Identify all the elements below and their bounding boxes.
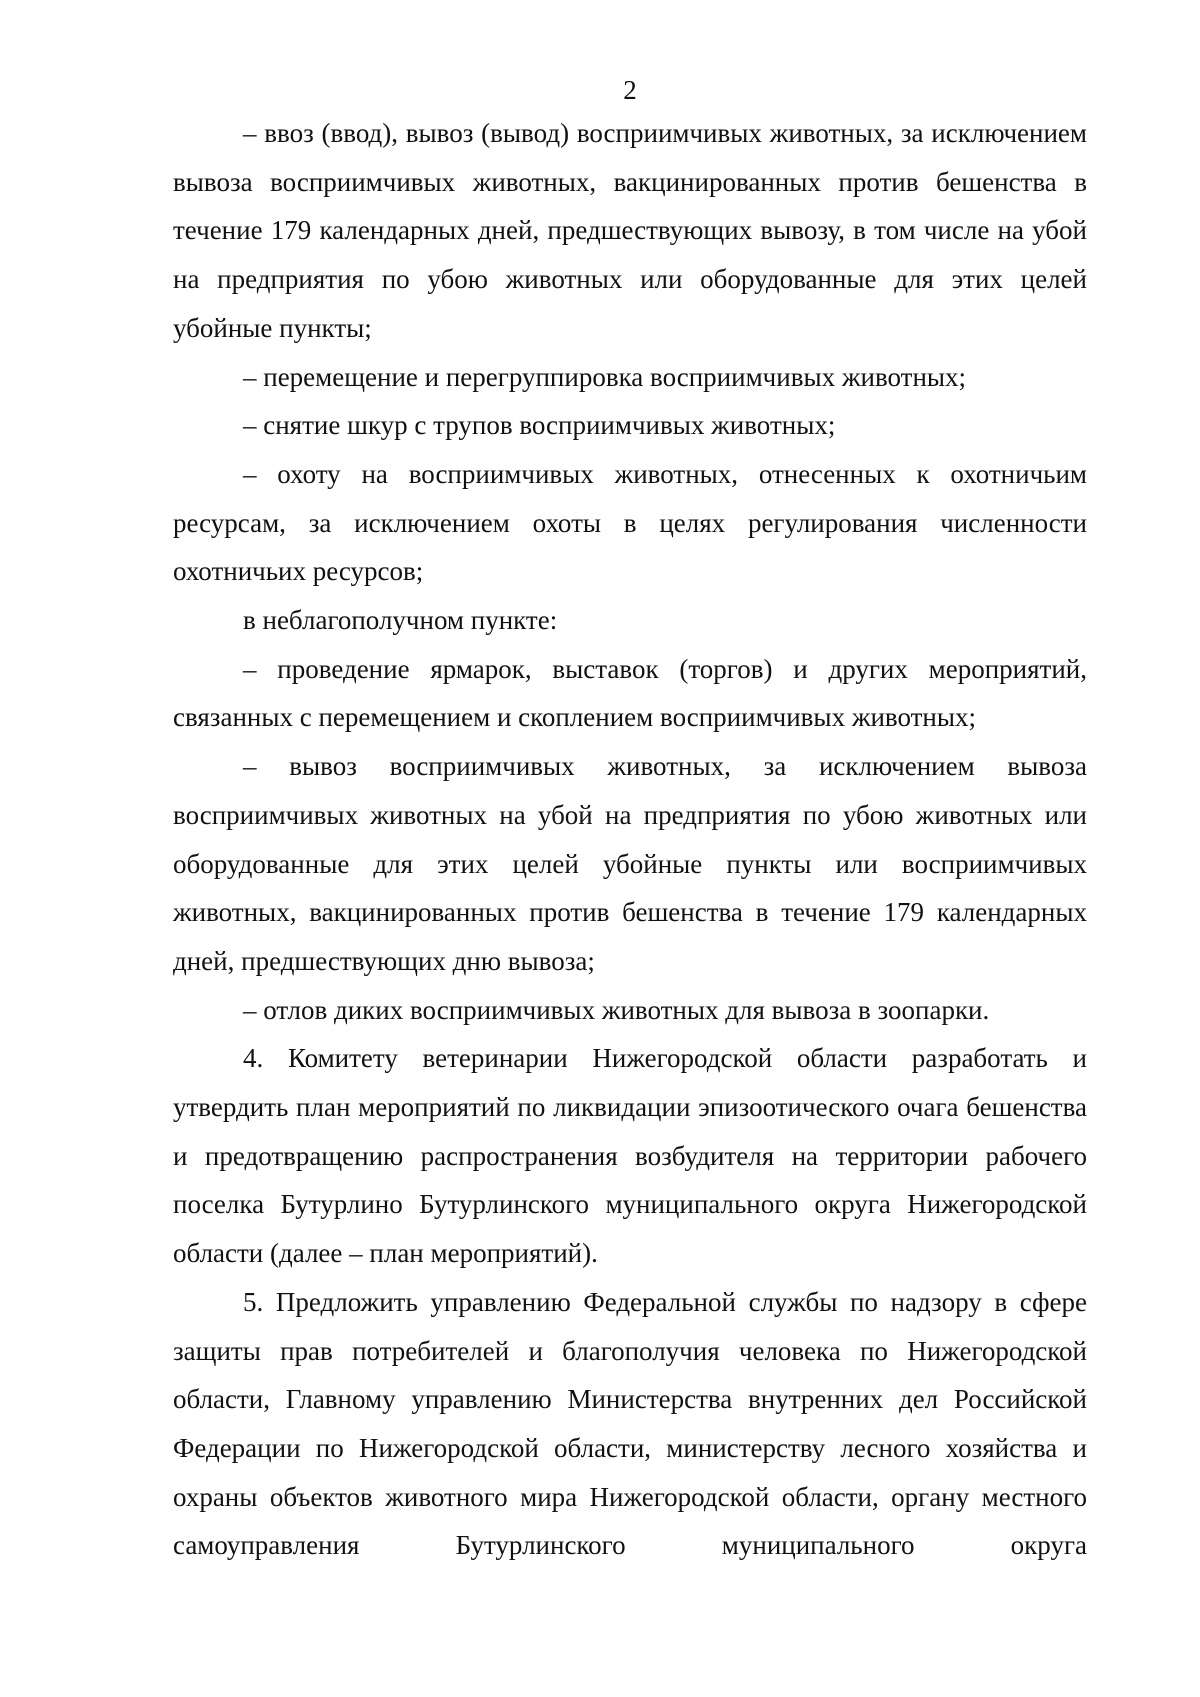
paragraph-item-4: 4. Комитету ветеринарии Нижегородской области разработать и утвердить план мероприятий по ликвидации эпизоотического очага бешенства и предотвращению распространения возбудителя на территории рабочего поселка Бутурлино Бутурлинского муниципального округа Нижегородской области (далее – план мероприятий). (173, 1043, 1087, 1269)
paragraph-capture-ban: – отлов диких восприимчивых животных для вывоза в зоопарки. (243, 994, 990, 1025)
paragraph-skinning-ban: – снятие шкур с трупов восприимчивых животных; (243, 410, 836, 441)
page-number: 2 (623, 75, 637, 105)
paragraph-hunting-ban: – охоту на восприимчивых животных, отнесенных к охотничьим ресурсам, за исключением охоты в целях регулирования численности охотничьих ресурсов; (173, 458, 1087, 587)
document-body (173, 109, 1087, 1570)
paragraph-export-ban: – вывоз восприимчивых животных, за исключением вывоза восприимчивых животных на убой на предприятия по убою животных или оборудованные для этих целей убойные пункты или восприимчивых животных, вакцинированных против бешенства в течение 179 календарных дней, предшествующих дню вывоза; (173, 751, 1087, 976)
paragraph-import-export-ban: – ввоз (ввод), вывоз (вывод) восприимчивых животных, за исключением вывоза восприимчивых животных, вакцинированных против бешенства в течение 179 календарных дней, предшествующих вывозу, в том числе на убой на предприятия по убою животных или оборудованные для этих целей убойные пункты; (173, 118, 1087, 343)
paragraph-item-5: 5. Предложить управлению Федеральной службы по надзору в сфере защиты прав потребителей и благополучия человека по Нижегородской области, Главному управлению Министерства внутренних дел Российской Федерации по Нижегородской области, министерству лесного хозяйства и охраны объектов животного мира Нижегородской области, органу местного самоуправления Бутурлинского муниципального округа (173, 1286, 1087, 1561)
paragraph-movement-ban: – перемещение и перегруппировка восприимчивых животных; (243, 361, 967, 392)
paragraph-outbreak-point-heading: в неблагополучном пункте: (243, 605, 558, 636)
paragraph-fairs-ban: – проведение ярмарок, выставок (торгов) и других мероприятий, связанных с перемещением и скоплением восприимчивых животных; (173, 653, 1087, 733)
